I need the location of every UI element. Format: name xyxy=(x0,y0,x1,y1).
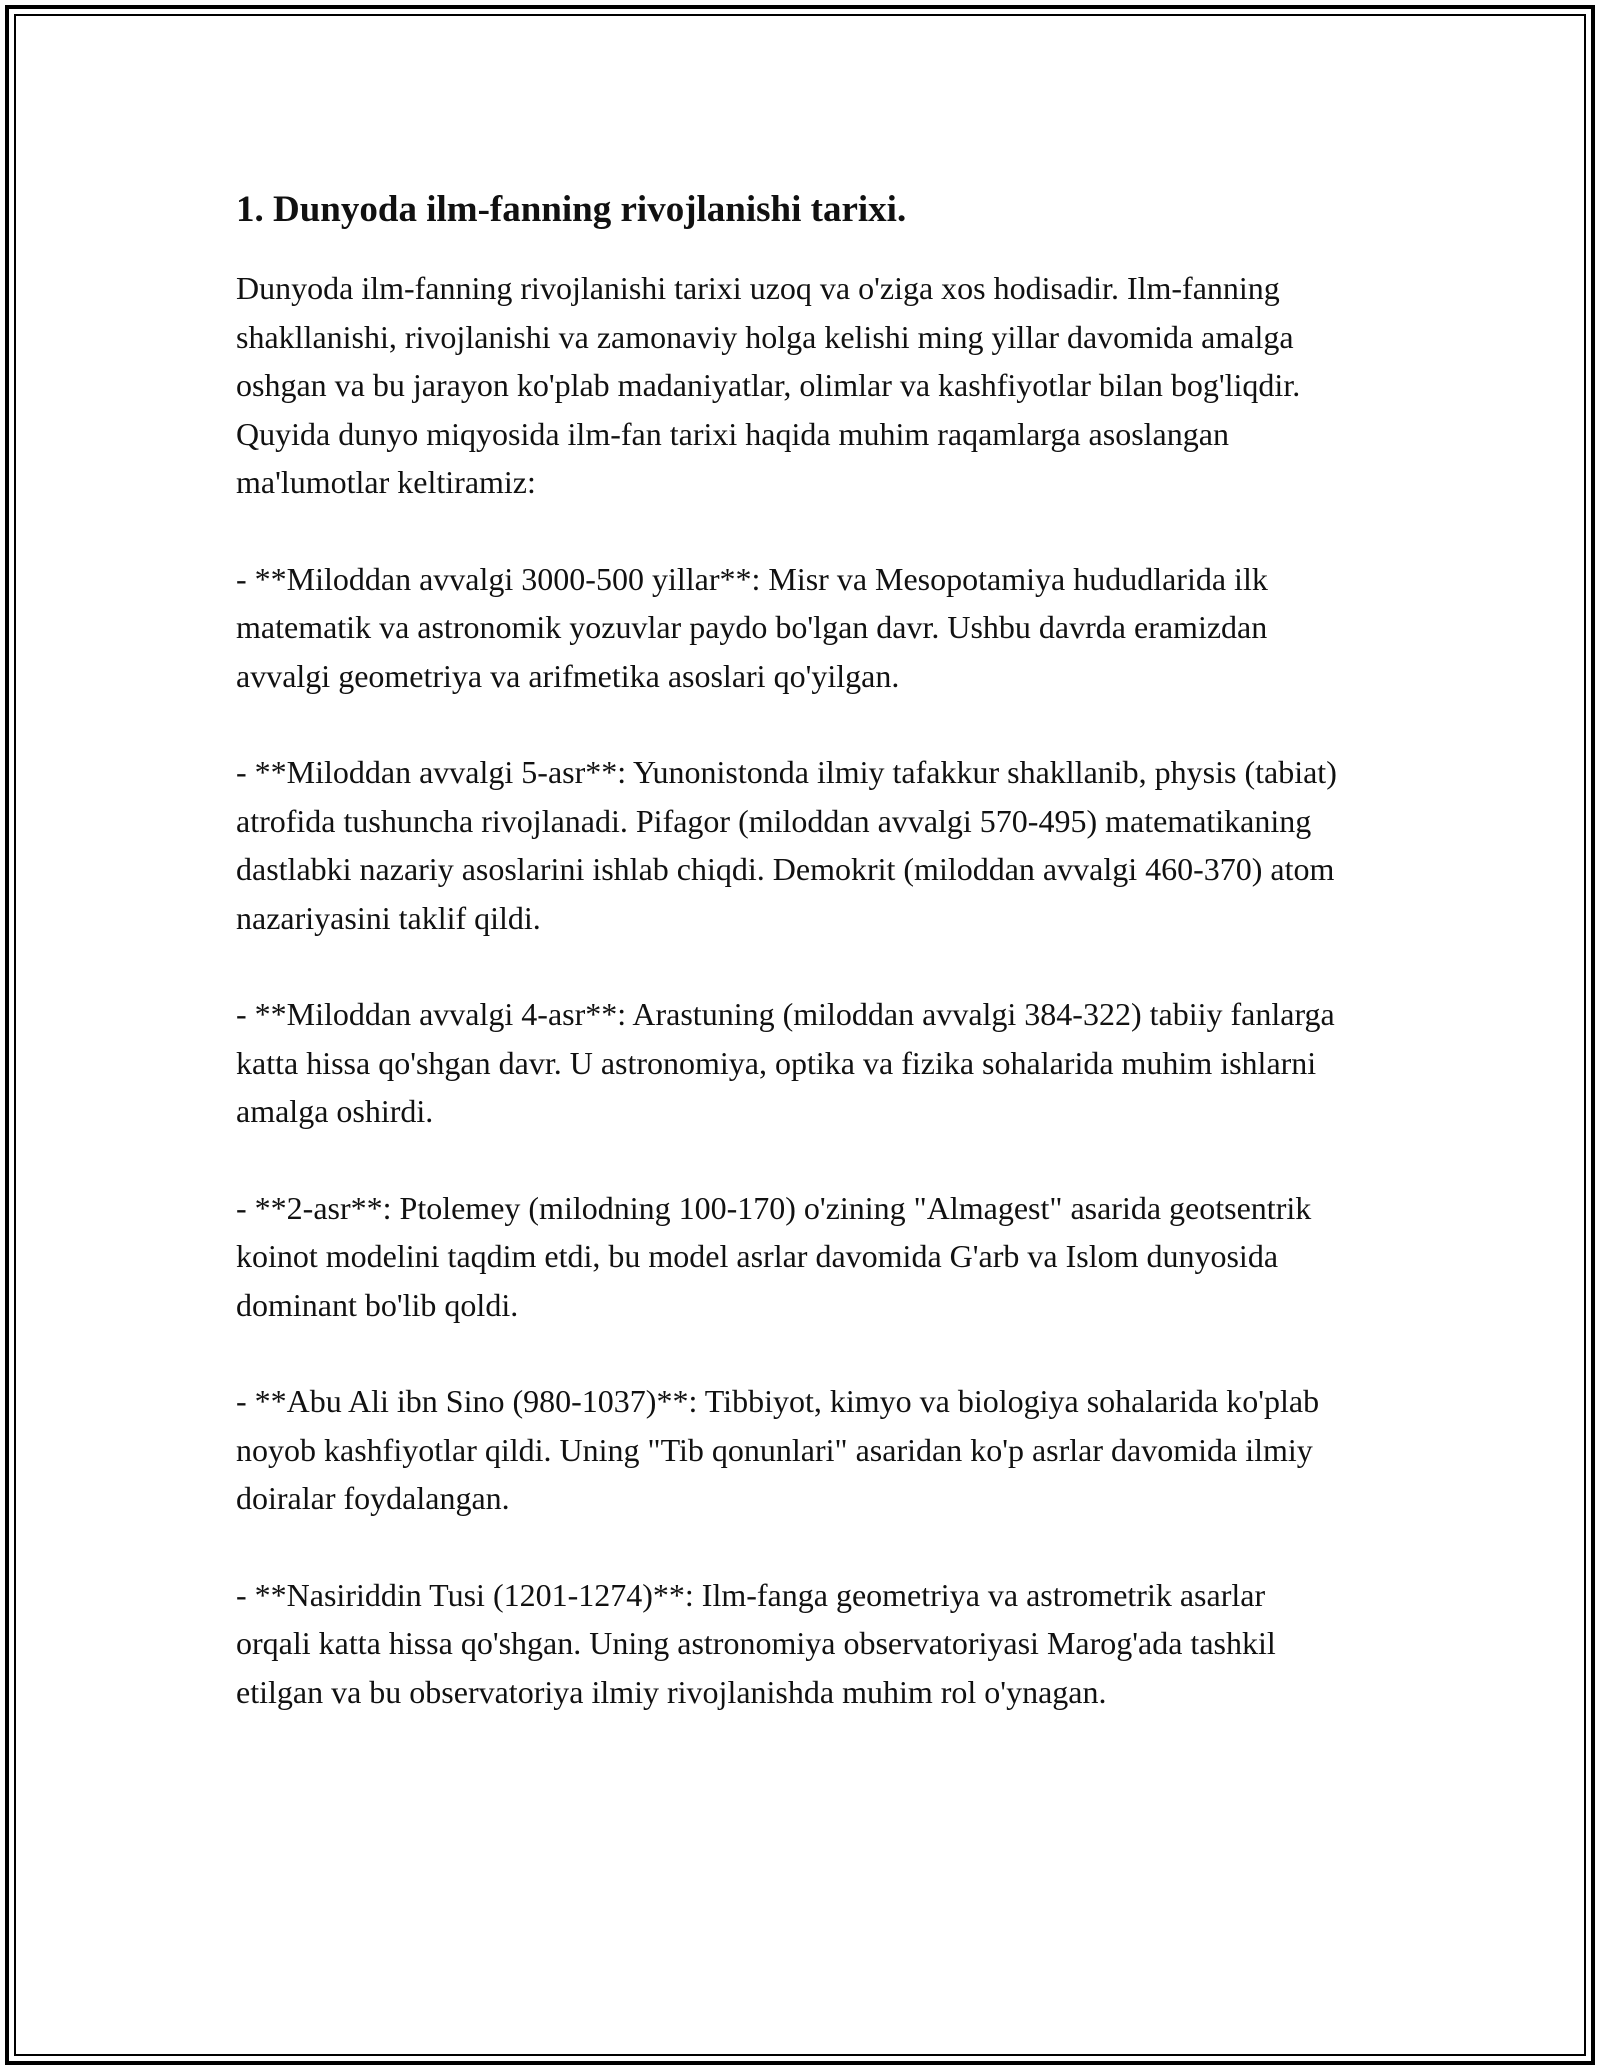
document-body xyxy=(236,186,1386,1764)
list-item: - **Nasiriddin Tusi (1201-1274)**: Ilm-fanga geometriya va astrometrik asarlar orqali katta hissa qo'shgan. Uning astronomiya observatoriyasi Marog'ada tashkil etilgan va bu observatoriya ilmiy rivojlanishda muhim rol o'ynagan. xyxy=(236,1576,1276,1710)
list-item: - **2-asr**: Ptolemey (milodning 100-170) o'zining "Almagest" asarida geotsentrik koinot modelini taqdim etdi, bu model asrlar davomida G'arb va Islom dunyosida dominant bo'lib qoldi. xyxy=(236,1189,1312,1323)
document-title: 1. Dunyoda ilm-fanning rivojlanishi tarixi. xyxy=(236,189,907,230)
list-item: - **Miloddan avvalgi 5-asr**: Yunonistonda ilmiy tafakkur shakllanib, physis (tabiat) atrofida tushuncha rivojlanadi. Pifagor (miloddan avvalgi 570-495) matematikaning dastlabki nazariy asoslarini ishlab chiqdi. Demokrit (miloddan avvalgi 460-370) atom nazariyasini taklif qildi. xyxy=(236,754,1337,936)
list-item: - **Abu Ali ibn Sino (980-1037)**: Tibbiyot, kimyo va biologiya sohalarida ko'plab noyob kashfiyotlar qildi. Uning "Tib qonunlari" asaridan ko'p asrlar davomida ilmiy doiralar foydalangan. xyxy=(236,1383,1320,1516)
list-item: - **Miloddan avvalgi 4-asr**: Arastuning (miloddan avvalgi 384-322) tabiiy fanlarga katta hissa qo'shgan davr. U astronomiya, optika va fizika sohalarida muhim ishlarni amalga oshirdi. xyxy=(236,996,1335,1129)
list-item: - **Miloddan avvalgi 3000-500 yillar**: Misr va Mesopotamiya hududlarida ilk matematik va astronomik yozuvlar paydo bo'lgan davr. Ushbu davrda eramizdan avvalgi geometriya va arifmetika asoslari qo'yilgan. xyxy=(236,560,1268,694)
intro-paragraph: Dunyoda ilm-fanning rivojlanishi tarixi uzoq va o'ziga xos hodisadir. Ilm-fanning shakllanishi, rivojlanishi va zamonaviy holga kelishi ming yillar davomida amalga oshgan va bu jarayon ko'plab madaniyatlar, olimlar va kashfiyotlar bilan bog'liqdir. Quyida dunyo miqyosida ilm-fan tarixi haqida muhim raqamlarga asoslangan ma'lumotlar keltiramiz: xyxy=(236,270,1301,500)
